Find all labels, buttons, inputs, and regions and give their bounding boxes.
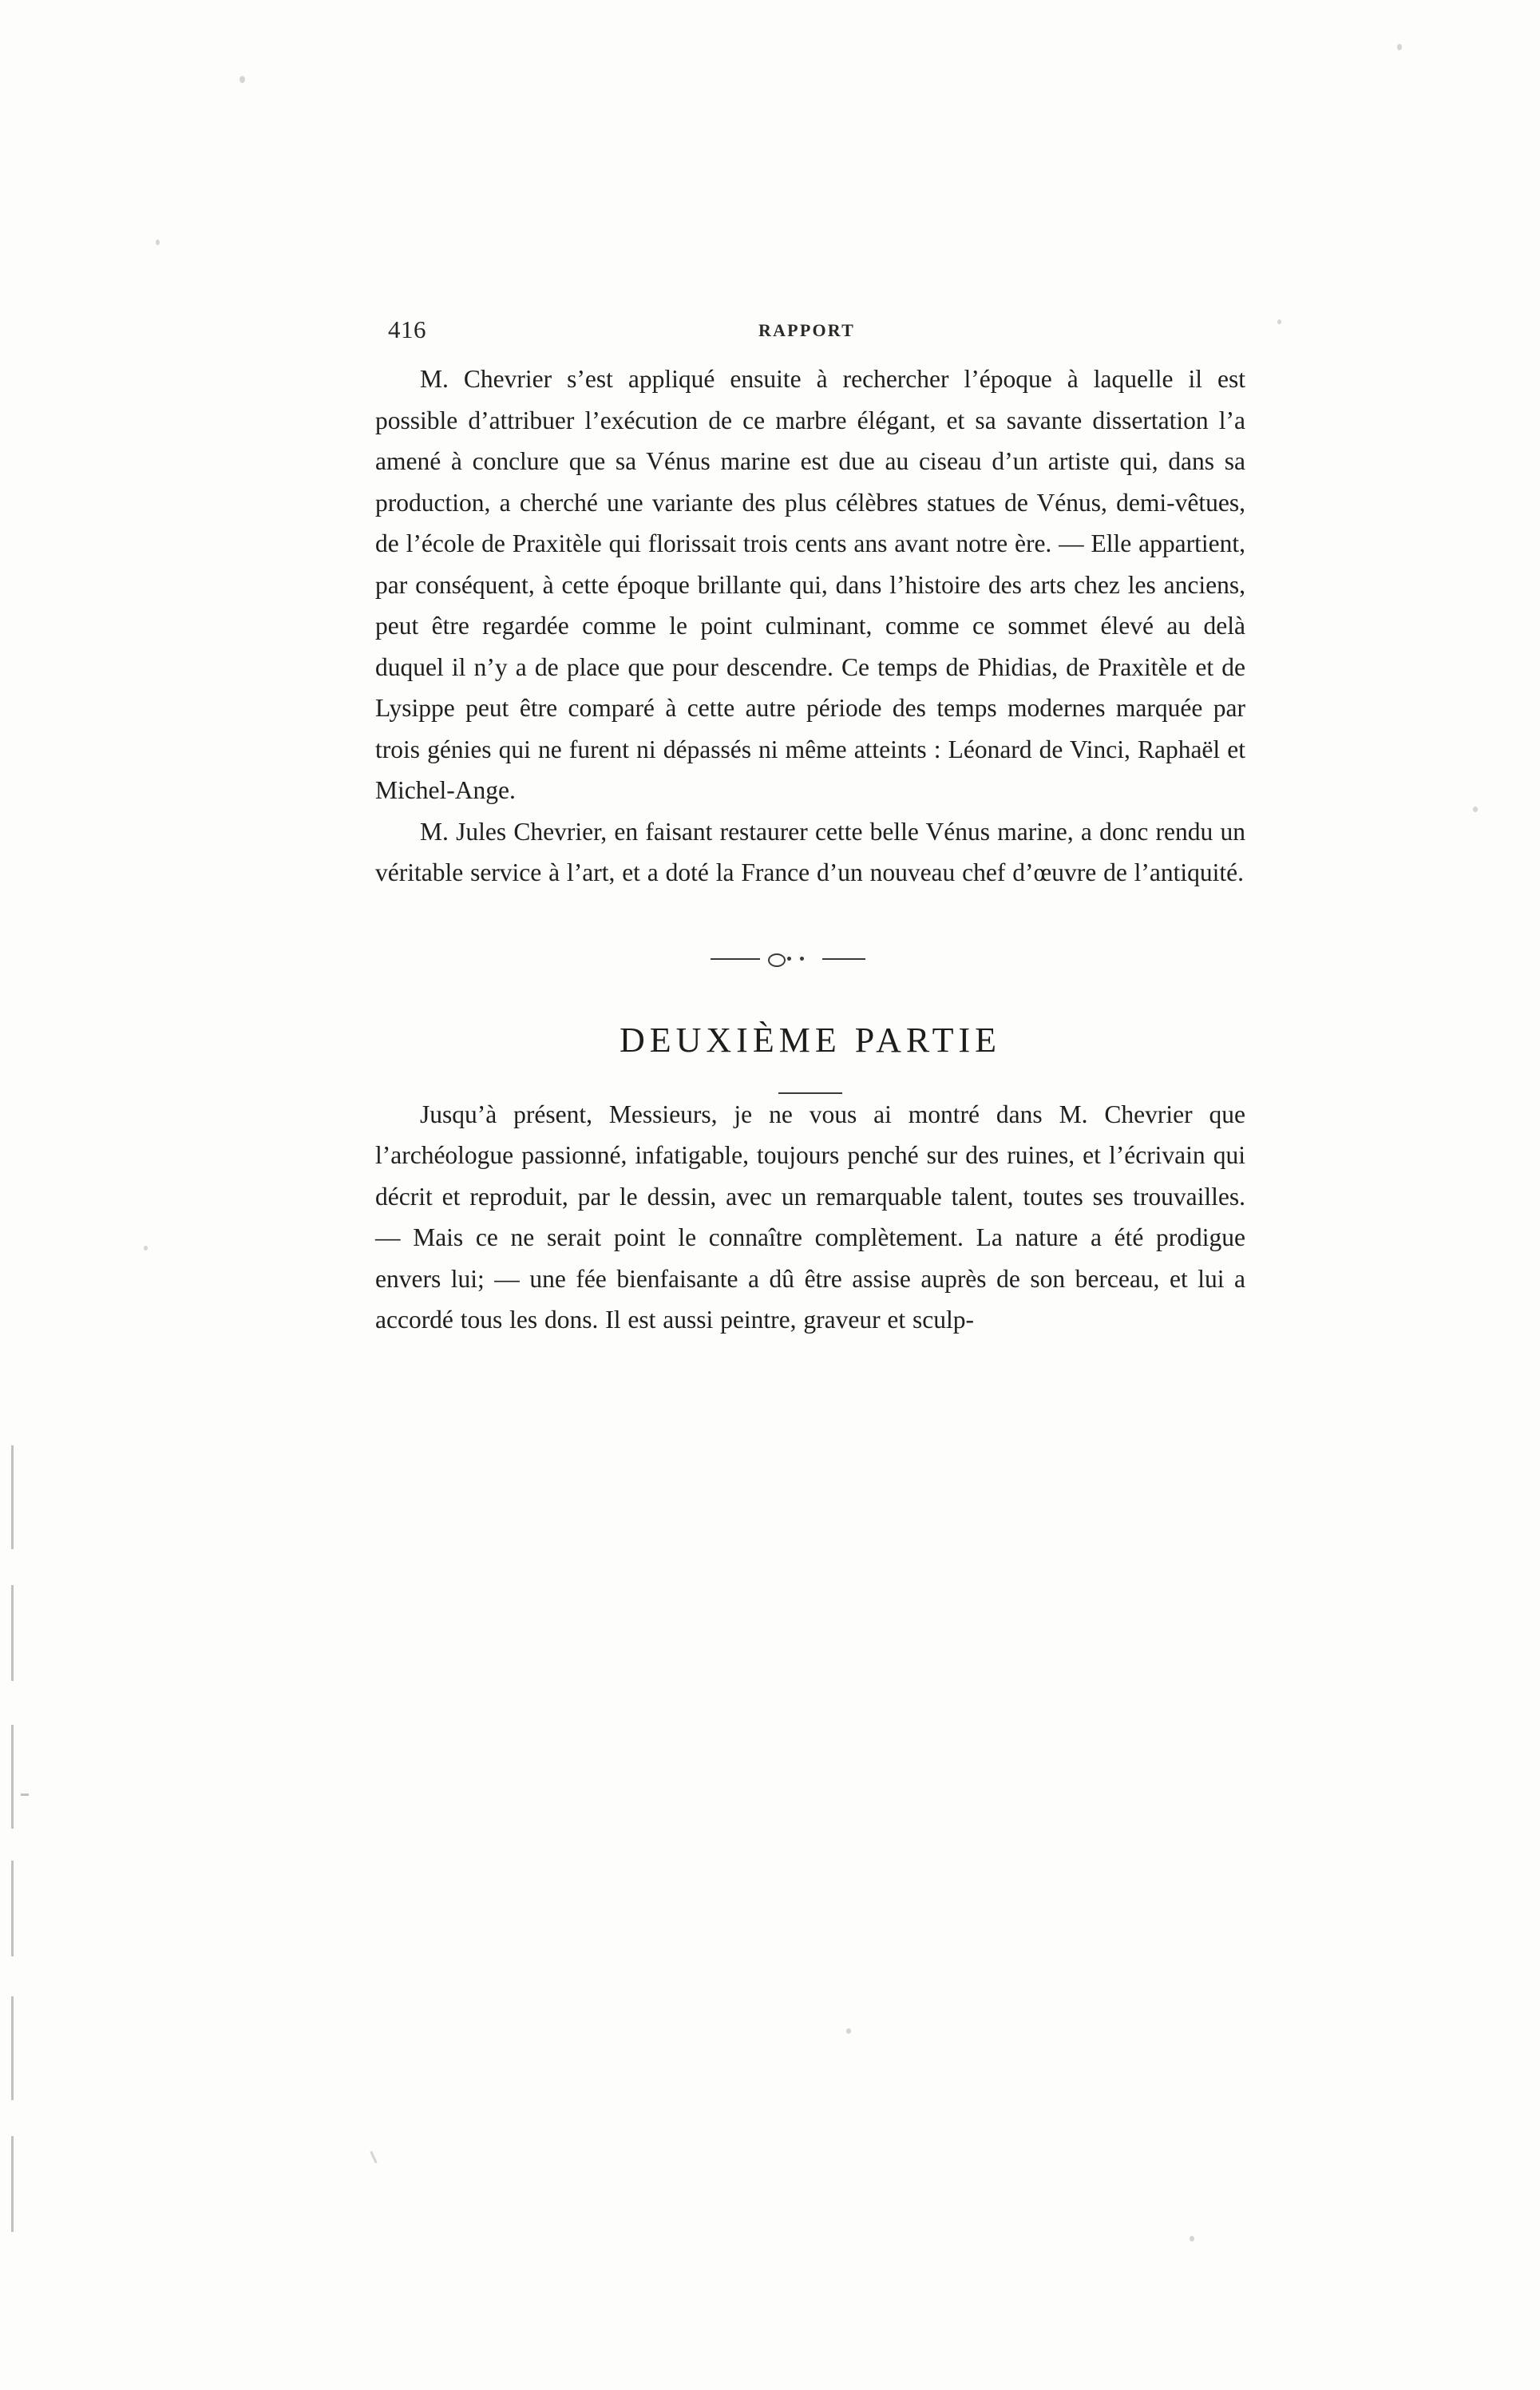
ornament-tick-icon: [800, 957, 804, 961]
paragraph-1: M. Chevrier s’est appliqué ensuite à rechercher l’époque à laquelle il est possible d’attribuer l’exécution de ce marbre élégant, et sa savante dissertation l’a amené à conclure que sa Vénus marine est due au ciseau d’un artiste qui, dans sa production, a cherché une variante des plus célèbres statues de Vénus, demi-vêtues, de l’école de Praxitèle qui florissait trois cents ans avant notre ère. — Elle appartient, par conséquent, à cette époque brillante qui, dans l’histoire des arts chez les anciens, peut être regardée comme le point culminant, comme ce sommet élevé au delà duquel il n’y a de place que pour descendre. Ce temps de Phidias, de Praxitèle et de Lysippe peut être comparé à cette autre période des temps modernes marquée par trois génies qui ne furent ni dépassés ni même atteints : Léonard de Vinci, Raphaël et Michel-Ange.: [375, 365, 1245, 804]
paragraph-2: M. Jules Chevrier, en faisant restaurer cette belle Vénus marine, a donc rendu un véritable service à l’art, et a doté la France d’un nouveau chef d’œuvre de l’antiquité.: [375, 817, 1245, 886]
scan-speck: [1277, 319, 1281, 324]
text-column: [375, 315, 1245, 1341]
ornament-tick-icon: [787, 957, 791, 961]
page-edge-mark: [11, 1445, 14, 1549]
scan-speck: [1397, 44, 1402, 50]
page-edge-mark: [11, 1585, 14, 1681]
scan-speck: [1190, 2236, 1194, 2241]
scan-speck: [1473, 807, 1478, 812]
page-edge-mark: [11, 2136, 14, 2232]
scan-speck: [156, 240, 160, 245]
scan-speck: [144, 1246, 148, 1250]
paragraph-3: Jusqu’à présent, Messieurs, je ne vous ai montré dans M. Chevrier que l’archéologue passionné, infatigable, toujours penché sur des ruines, et l’écrivain qui décrit et reproduit, par le dessin, avec un remarquable talent, toutes ses trouvailles. — Mais ce ne serait point le connaître complètement. La nature a été prodigue envers lui; — une fée bienfaisante a dû être assise auprès de son berceau, et lui a accordé tous les dons. Il est aussi peintre, graveur et sculp-: [375, 1100, 1245, 1334]
scan-speck: [370, 2151, 377, 2164]
section-ornament: [375, 935, 1245, 983]
scan-speck: [846, 2028, 851, 2034]
ornament-dot-icon: [768, 953, 786, 967]
page-edge-mark: [21, 1793, 29, 1796]
part-title: DEUXIÈME PARTIE: [619, 1020, 1002, 1060]
running-head: RAPPORT: [758, 320, 855, 340]
page-edge-mark: [11, 1996, 14, 2100]
page-number: 416: [388, 315, 426, 343]
page-edge-mark: [11, 1725, 14, 1829]
scan-speck: [240, 76, 245, 83]
page-edge-mark: [11, 1861, 14, 1956]
ornament-rule-right: [822, 958, 865, 960]
page-header: [375, 315, 1245, 359]
ornament-rule-left: [711, 958, 760, 960]
